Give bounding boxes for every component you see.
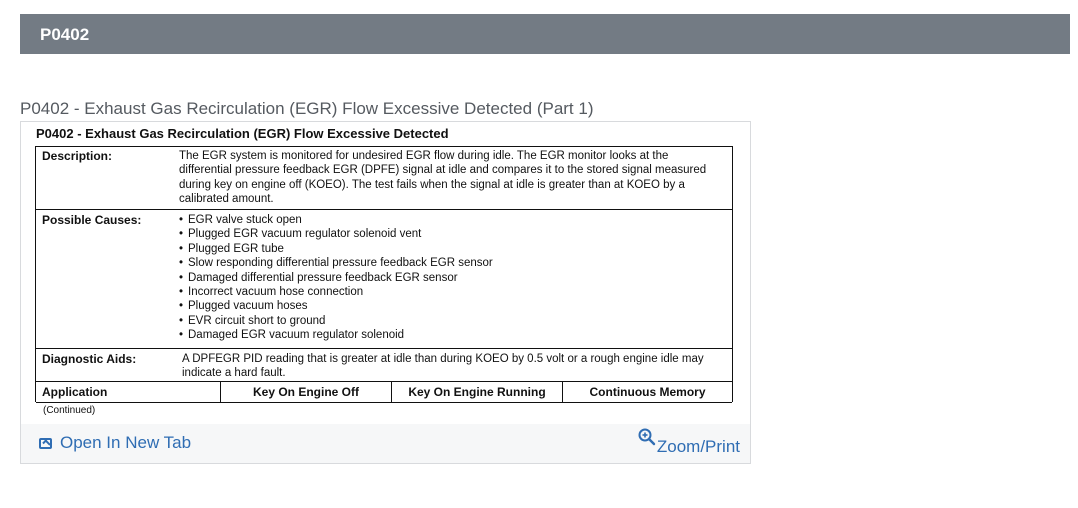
causes-list (179, 213, 724, 343)
zoom-print-link[interactable] (638, 428, 740, 457)
row-divider (36, 209, 732, 210)
figure-actions (21, 424, 750, 463)
description-label: Description: (42, 149, 113, 163)
cause-item: • Slow responding differential pressure feedback EGR sensor (179, 256, 724, 270)
cause-item: • EGR valve stuck open (179, 213, 724, 227)
section-title: P0402 (40, 25, 90, 44)
aids-row (36, 350, 732, 380)
zoom-print-label: Zoom/Print (656, 437, 740, 456)
header-continuous-memory: Continuous Memory (562, 382, 732, 402)
cause-item: • Incorrect vacuum hose connection (179, 285, 724, 299)
causes-row (36, 211, 732, 351)
open-in-new-tab-label: Open In New Tab (60, 433, 192, 452)
header-koeo: Key On Engine Off (220, 382, 391, 402)
aids-text: A DPFEGR PID reading that is greater at idle than during KOEO by 0.5 volt or a rough engine idle may indicate a hard fault. (182, 353, 704, 380)
header-application: Application (42, 385, 108, 399)
description-text: The EGR system is monitored for undesired EGR flow during idle. The EGR monitor looks at the differential pressure feedback EGR (DPFE) signal at idle and compares it to the stored signal measured during key on engine off (KOEO). The test fails when the signal at idle is greater than at KOEO by a calibrated amount. (179, 150, 707, 205)
open-in-new-tab-icon (39, 438, 52, 449)
cause-item: • Plugged vacuum hoses (179, 299, 724, 313)
scanned-document-image[interactable] (21, 122, 750, 422)
cause-item: • Damaged EGR vacuum regulator solenoid (179, 328, 724, 342)
cause-item: • Plugged EGR tube (179, 242, 724, 256)
open-in-new-tab-link[interactable] (39, 433, 191, 453)
figure-container (20, 121, 751, 464)
cause-item: • Plugged EGR vacuum regulator solenoid vent (179, 227, 724, 241)
zoom-in-icon (638, 428, 656, 446)
section-header (20, 14, 1070, 54)
diagnostic-table (35, 146, 733, 402)
cause-item: • Damaged differential pressure feedback EGR sensor (179, 271, 724, 285)
continued-note: (Continued) (43, 405, 96, 416)
causes-label: Possible Causes: (42, 213, 142, 227)
aids-label: Diagnostic Aids: (42, 352, 137, 366)
scan-title: P0402 - Exhaust Gas Recirculation (EGR) Flow Excessive Detected (36, 126, 449, 141)
application-header-row (36, 381, 732, 403)
cause-item: • EVR circuit short to ground (179, 314, 724, 328)
header-koer: Key On Engine Running (391, 382, 562, 402)
description-row (36, 147, 732, 208)
row-divider (36, 348, 732, 349)
figure-caption: P0402 - Exhaust Gas Recirculation (EGR) Flow Excessive Detected (Part 1) (20, 99, 594, 118)
